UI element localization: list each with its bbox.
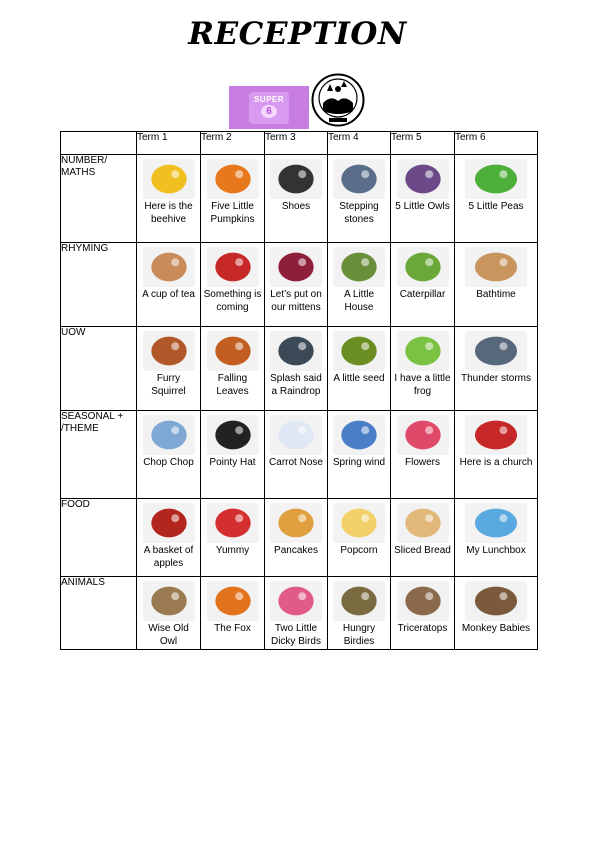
term-3-header: Term 3 [265, 132, 328, 155]
fox-icon [207, 581, 259, 621]
activity-caption: Hungry Birdies [342, 623, 376, 647]
apple-basket-icon [143, 503, 195, 543]
christmas-sign-icon [207, 247, 259, 287]
activity-caption: Shoes [281, 201, 311, 212]
activity-cell [137, 411, 201, 499]
activity-caption: Pointy Hat [209, 457, 256, 468]
activity-cell [137, 499, 201, 577]
witch-hat-icon [207, 415, 259, 455]
table-row [61, 243, 538, 327]
super-six-logo: SUPER 6 [229, 86, 309, 129]
activity-cell [201, 243, 265, 327]
caterpillar-icon [397, 247, 449, 287]
activity-caption: Here is a church [459, 457, 533, 468]
row-label: RHYMING [61, 243, 137, 327]
activity-cell [201, 411, 265, 499]
header-row [61, 132, 538, 155]
activity-cell [455, 155, 538, 243]
activity-caption: Thunder storms [460, 373, 532, 384]
peas-pod-icon [465, 159, 527, 199]
frog-icon [397, 331, 449, 371]
activity-caption: Five Little Pumpkins [210, 201, 255, 225]
activity-caption: Yummy [215, 545, 250, 556]
lunchbox-icon [465, 503, 527, 543]
term-6-header: Term 6 [455, 132, 538, 155]
activity-cell [265, 499, 328, 577]
table-row [61, 327, 538, 411]
teacup-icon [143, 247, 195, 287]
globe-logo [311, 73, 365, 127]
raindrop-icon [270, 331, 322, 371]
activity-caption: I have a little frog [394, 373, 451, 397]
snowman-icon [270, 415, 322, 455]
activity-cell [455, 243, 538, 327]
table-row [61, 577, 538, 650]
activity-cell [137, 327, 201, 411]
activity-cell [265, 155, 328, 243]
row-label: ANIMALS [61, 577, 137, 650]
mittens-icon [270, 247, 322, 287]
seed-sprout-icon [333, 331, 385, 371]
activity-caption: Two Little Dicky Birds [270, 623, 321, 647]
activity-caption: Caterpillar [399, 289, 446, 300]
shoes-icon [270, 159, 322, 199]
activity-caption: 5 Little Owls [395, 201, 450, 212]
activity-cell [201, 577, 265, 650]
activity-caption: Bathtime [476, 289, 516, 300]
row-label: NUMBER/ MATHS [61, 155, 137, 243]
activity-caption: Something is coming [203, 289, 262, 313]
activity-cell [391, 155, 455, 243]
activity-cell [455, 327, 538, 411]
activity-caption: Splash said a Raindrop [270, 373, 322, 397]
activity-caption: Here is the beehive [144, 201, 193, 225]
activity-caption: Spring wind [332, 457, 386, 468]
activity-cell [265, 411, 328, 499]
activity-caption: Furry Squirrel [151, 373, 186, 397]
activity-caption: Let’s put on our mittens [270, 289, 322, 313]
flowers-icon [397, 415, 449, 455]
activity-cell [265, 243, 328, 327]
activity-caption: Stepping stones [339, 201, 379, 225]
activity-caption: Popcorn [340, 545, 378, 556]
row-label: FOOD [61, 499, 137, 577]
popcorn-icon [333, 503, 385, 543]
term-2-header: Term 2 [201, 132, 265, 155]
activity-cell [328, 577, 391, 650]
chop-chop-icon [143, 415, 195, 455]
table-row [61, 411, 538, 499]
term-4-header: Term 4 [328, 132, 391, 155]
triceratops-icon [397, 581, 449, 621]
row-label: SEASONAL + /THEME [61, 411, 137, 499]
curriculum-table [60, 131, 538, 650]
church-icon [465, 415, 527, 455]
activity-cell [328, 155, 391, 243]
activity-cell [201, 499, 265, 577]
dicky-birds-icon [270, 581, 322, 621]
activity-caption: Chop Chop [143, 457, 194, 468]
squirrel-icon [143, 331, 195, 371]
activity-cell [137, 577, 201, 650]
activity-caption: 5 Little Peas [468, 201, 524, 212]
activity-cell [137, 155, 201, 243]
activity-cell [455, 499, 538, 577]
table-row [61, 499, 538, 577]
corner-cell [61, 132, 137, 155]
activity-caption: Flowers [404, 457, 440, 468]
pumpkins-book-icon [207, 159, 259, 199]
activity-cell [455, 577, 538, 650]
owl-icon [143, 581, 195, 621]
term-1-header: Term 1 [137, 132, 201, 155]
row-label: UOW [61, 327, 137, 411]
activity-caption: A little seed [333, 373, 385, 384]
activity-cell [391, 243, 455, 327]
activity-caption: Falling Leaves [216, 373, 249, 397]
activity-caption: Wise Old Owl [148, 623, 189, 647]
activity-caption: A basket of apples [143, 545, 194, 569]
page-title: RECEPTION [188, 16, 407, 52]
activity-cell [455, 411, 538, 499]
activity-cell [328, 327, 391, 411]
activity-caption: Sliced Bread [394, 545, 451, 556]
activity-cell [391, 327, 455, 411]
activity-cell [328, 411, 391, 499]
dandelion-icon [333, 415, 385, 455]
stepping-stones-icon [333, 159, 385, 199]
table-row [61, 155, 538, 243]
autumn-leaves-icon [207, 331, 259, 371]
term-5-header: Term 5 [391, 132, 455, 155]
activity-cell [265, 577, 328, 650]
activity-caption: Triceratops [397, 623, 448, 634]
activity-cell [137, 243, 201, 327]
thunderstorm-icon [465, 331, 527, 371]
activity-caption: The Fox [214, 623, 251, 634]
activity-cell [328, 499, 391, 577]
activity-caption: A cup of tea [142, 289, 195, 300]
monkey-icon [465, 581, 527, 621]
activity-caption: Monkey Babies [461, 623, 531, 634]
bread-icon [397, 503, 449, 543]
pancakes-icon [270, 503, 322, 543]
activity-cell [265, 327, 328, 411]
little-house-icon [333, 247, 385, 287]
activity-cell [328, 243, 391, 327]
activity-caption: Pancakes [274, 545, 318, 556]
bees-icon [143, 159, 195, 199]
activity-cell [201, 155, 265, 243]
birdies-icon [333, 581, 385, 621]
activity-caption: My Lunchbox [466, 545, 526, 556]
activity-cell [391, 411, 455, 499]
activity-caption: A Little House [343, 289, 375, 313]
activity-cell [391, 577, 455, 650]
activity-cell [391, 499, 455, 577]
owls-icon [397, 159, 449, 199]
bath-child-icon [465, 247, 527, 287]
activity-caption: Carrot Nose [269, 457, 323, 468]
candy-cane-icon [207, 503, 259, 543]
activity-cell [201, 327, 265, 411]
